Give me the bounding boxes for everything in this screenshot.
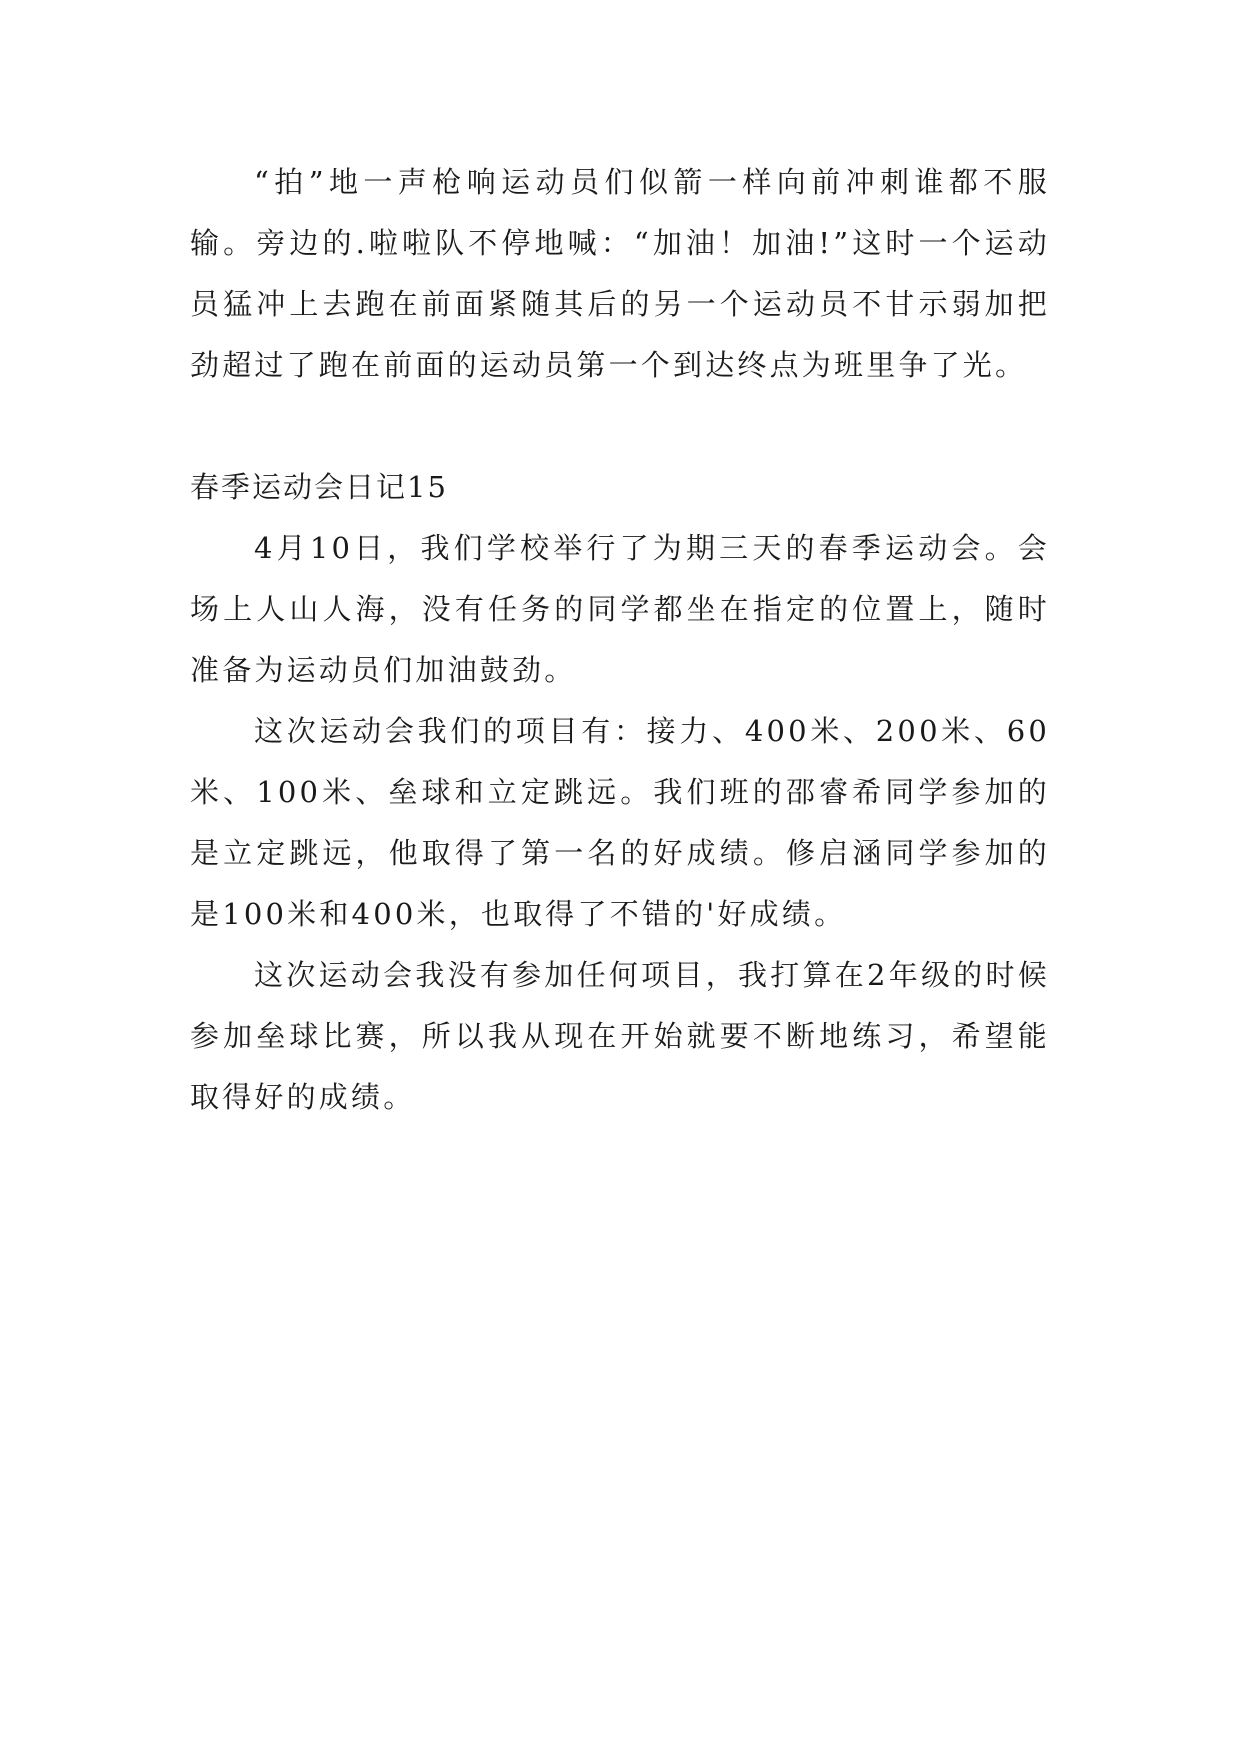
paragraph-plan: 这次运动会我没有参加任何项目，我打算在2年级的时候参加垒球比赛，所以我从现在开始就要不断地练习，希望能取得好的成绩。 xyxy=(190,958,1050,1114)
paragraph-spacer xyxy=(190,396,1050,457)
paragraph-events: 这次运动会我们的项目有：接力、400米、200米、60米、100米、垒球和立定跳远。我们班的邵睿希同学参加的是立定跳远，他取得了第一名的好成绩。修启涵同学参加的是100米和400米，也取得了不错的'好成绩。 xyxy=(190,714,1050,931)
section-title: 春季运动会日记15 xyxy=(190,470,448,504)
paragraph-date: 4月10日，我们学校举行了为期三天的春季运动会。会场上人山人海，没有任务的同学都坐在指定的位置上，随时准备为运动员们加油鼓劲。 xyxy=(190,531,1050,687)
document-body xyxy=(190,152,1050,1128)
intro-paragraph: “拍”地一声枪响运动员们似箭一样向前冲刺谁都不服输。旁边的.啦啦队不停地喊：“加油！加油!”这时一个运动员猛冲上去跑在前面紧随其后的另一个运动员不甘示弱加把劲超过了跑在前面的运动员第一个到达终点为班里争了光。 xyxy=(190,165,1050,382)
